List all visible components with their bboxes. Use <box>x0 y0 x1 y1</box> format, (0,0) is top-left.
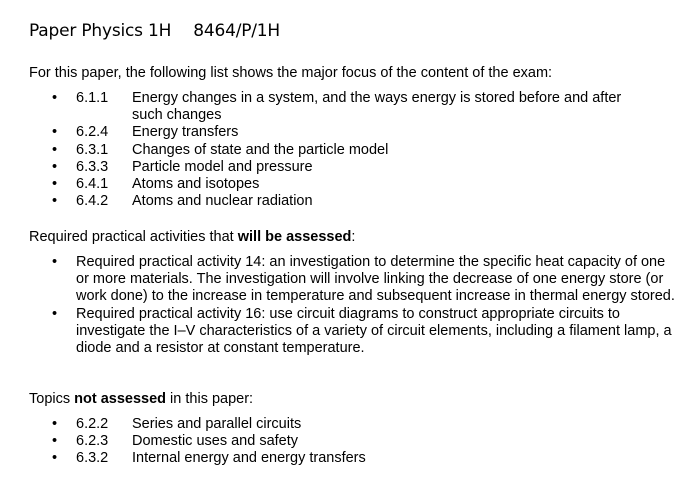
bullet: • <box>52 416 58 432</box>
topic-text: Domestic uses and safety <box>132 433 299 450</box>
topic-text: Energy transfers <box>132 124 239 141</box>
practicals-list <box>0 254 676 357</box>
not-assessed-intro-start: Topics <box>29 391 75 407</box>
list-item <box>0 306 676 358</box>
list-item <box>0 450 652 467</box>
topic-text: Internal energy and energy transfers <box>132 450 366 467</box>
page-title <box>29 21 280 41</box>
topic-code: 6.3.3 <box>76 158 109 175</box>
practicals-intro-start: Required practical activities that <box>29 229 238 245</box>
bullet: • <box>52 433 58 450</box>
topic-code: 6.3.2 <box>76 450 109 467</box>
bullet: • <box>52 124 58 141</box>
focus-intro: For this paper, the following list shows the major focus of the content of the exam: <box>29 65 553 81</box>
topic-text: Changes of state and the particle model <box>132 141 389 158</box>
bullet: • <box>52 450 58 467</box>
practicals-intro <box>29 229 355 246</box>
bullet: • <box>52 158 58 175</box>
bullet: • <box>52 254 58 270</box>
topic-code: 6.1.1 <box>76 90 109 106</box>
list-item <box>0 416 652 433</box>
practicals-intro-end: : <box>351 229 356 245</box>
not-assessed-intro <box>29 391 253 408</box>
topic-text: Series and parallel circuits <box>132 416 302 432</box>
bullet: • <box>52 90 58 106</box>
topic-code: 6.4.1 <box>76 176 109 193</box>
list-item <box>0 159 652 176</box>
practical-text: Required practical activity 14: an investigation to determine the specific heat capacity of one or more materials. The investigation will involve linking the decrease of one energy store (or work done) to the increase in temperature and subsequent increase in thermal energy stored. <box>76 254 675 305</box>
list-item <box>0 176 652 193</box>
topic-code: 6.2.2 <box>76 416 109 432</box>
not-assessed-list <box>0 416 652 468</box>
not-assessed-intro-bold: not assessed <box>74 391 167 407</box>
paper-code: 8464/P/1H <box>193 21 281 41</box>
topic-code: 6.3.1 <box>76 141 109 158</box>
topic-text: Atoms and nuclear radiation <box>132 193 313 210</box>
topic-code: 6.4.2 <box>76 193 109 210</box>
list-item <box>0 124 652 141</box>
list-item <box>0 433 652 450</box>
bullet: • <box>52 305 58 322</box>
list-item <box>0 193 652 210</box>
list-item <box>0 254 676 306</box>
practicals-intro-bold: will be assessed <box>237 229 352 245</box>
focus-topic-list <box>0 90 652 210</box>
bullet: • <box>52 193 58 210</box>
topic-code: 6.2.3 <box>76 433 109 450</box>
topic-text: Energy changes in a system, and the ways energy is stored before and after such changes <box>132 90 622 124</box>
paper-title: Paper Physics 1H <box>29 21 172 41</box>
topic-text: Particle model and pressure <box>132 158 313 175</box>
list-item <box>0 142 652 159</box>
list-item <box>0 90 652 124</box>
not-assessed-intro-end: in this paper: <box>166 391 254 407</box>
practical-text: Required practical activity 16: use circuit diagrams to construct appropriate circuits to investigate the I–V characteristics of a variety of circuit elements, including a filament lamp, a diode and a resistor at constant temperature. <box>76 305 672 357</box>
topic-code: 6.2.4 <box>76 124 109 141</box>
bullet: • <box>52 141 58 158</box>
topic-text: Atoms and isotopes <box>132 176 260 193</box>
bullet: • <box>52 176 58 193</box>
